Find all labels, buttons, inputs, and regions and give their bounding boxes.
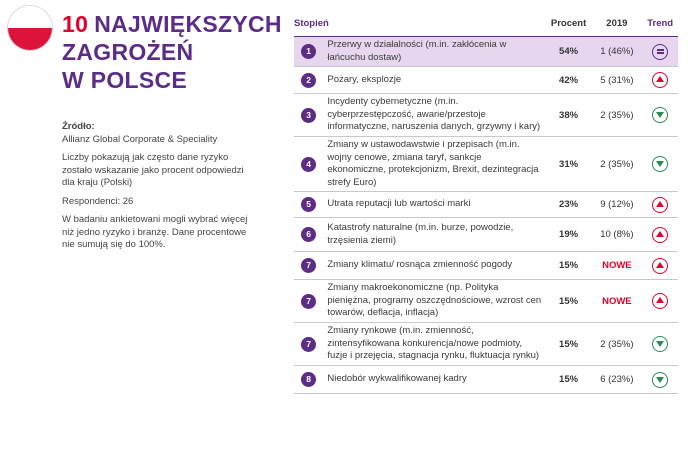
table-row xyxy=(294,67,678,94)
trend-cell xyxy=(642,252,678,280)
prev-year-rank: 2 (35%) xyxy=(591,137,642,192)
trend-up-icon xyxy=(652,72,668,88)
trend-cell xyxy=(642,280,678,323)
table-row xyxy=(294,323,678,366)
source-note: Liczby pokazują jak często dane ryzyko zostało wskazanie jako procent odpowiedzi dla kraju (Polski) xyxy=(62,152,244,188)
trend-down-icon xyxy=(652,336,668,352)
title-line2: ZAGROŻEŃ xyxy=(62,39,194,65)
poland-flag-icon xyxy=(8,6,52,50)
trend-equal-icon xyxy=(652,44,668,60)
prev-year-rank: 2 (35%) xyxy=(591,323,642,366)
risk-description: Utrata reputacji lub wartości marki xyxy=(323,192,545,218)
source-heading: Źródło: xyxy=(62,121,95,132)
risk-percent: 15% xyxy=(546,280,592,323)
trend-cell xyxy=(642,37,678,67)
table-row xyxy=(294,218,678,252)
trend-cell xyxy=(642,366,678,394)
risk-percent: 15% xyxy=(546,366,592,394)
risk-description: Zmiany w ustawodawstwie i przepisach (m.in. wojny cenowe, zmiana taryf, sankcje ekonomiczne, protekcjonizm, Brexit, dezintegracja strefy Euro) xyxy=(323,137,545,192)
rank-badge: 2 xyxy=(301,73,316,88)
trend-cell xyxy=(642,94,678,137)
table-row xyxy=(294,137,678,192)
trend-down-icon xyxy=(652,107,668,123)
trend-up-icon xyxy=(652,197,668,213)
risk-description: Zmiany rynkowe (m.in. zmienność, zintensyfikowana konkurencja/nowe podmioty, fuzje i przejęcia, stagnacja rynku, fluktuacja rynku) xyxy=(323,323,545,366)
risk-description: Zmiany klimatu/ rosnąca zmienność pogody xyxy=(323,252,545,280)
rank-cell xyxy=(294,37,323,67)
rank-badge: 7 xyxy=(301,337,316,352)
risk-description: Niedobór wykwalifikowanej kadry xyxy=(323,366,545,394)
risk-description: Katastrofy naturalne (m.in. burze, powodzie, trzęsienia ziemi) xyxy=(323,218,545,252)
prev-year-rank: NOWE xyxy=(591,252,642,280)
trend-cell xyxy=(642,137,678,192)
source-panel xyxy=(62,121,252,258)
title-line3: W POLSCE xyxy=(62,67,188,93)
table-row xyxy=(294,280,678,323)
trend-up-icon xyxy=(652,293,668,309)
risk-description: Incydenty cybernetyczne (m.in. cyberprzestępczość, awarie/przestoje informatyczne, naruszenia danych, grzywny i kary) xyxy=(323,94,545,137)
table-body xyxy=(294,37,678,394)
prev-year-rank: 10 (8%) xyxy=(591,218,642,252)
risk-table xyxy=(294,16,678,394)
risk-percent: 54% xyxy=(546,37,592,67)
trend-cell xyxy=(642,323,678,366)
rank-badge: 3 xyxy=(301,108,316,123)
header-rank: Stopień xyxy=(294,16,546,37)
header-trend: Trend xyxy=(642,16,678,37)
table-header xyxy=(294,16,678,37)
rank-badge: 7 xyxy=(301,294,316,309)
risk-description: Pożary, eksplozje xyxy=(323,67,545,94)
prev-year-rank: 6 (23%) xyxy=(591,366,642,394)
table-row xyxy=(294,37,678,67)
title-line1: NAJWIĘKSZYCH xyxy=(94,11,282,37)
rank-badge: 4 xyxy=(301,157,316,172)
table-row xyxy=(294,252,678,280)
prev-year-rank: NOWE xyxy=(591,280,642,323)
header-percent: Procent xyxy=(546,16,592,37)
source-name: Allianz Global Corporate & Speciality xyxy=(62,133,218,145)
rank-cell xyxy=(294,67,323,94)
trend-cell xyxy=(642,192,678,218)
rank-badge: 1 xyxy=(301,44,316,59)
trend-up-icon xyxy=(652,227,668,243)
rank-cell xyxy=(294,323,323,366)
table-row xyxy=(294,94,678,137)
trend-cell xyxy=(642,218,678,252)
title-number: 10 xyxy=(62,11,89,37)
prev-year-rank: 9 (12%) xyxy=(591,192,642,218)
page-title xyxy=(62,10,282,94)
rank-cell xyxy=(294,252,323,280)
rank-badge: 6 xyxy=(301,227,316,242)
rank-badge: 7 xyxy=(301,258,316,273)
risk-percent: 31% xyxy=(546,137,592,192)
risk-percent: 15% xyxy=(546,252,592,280)
survey-note: W badaniu ankietowani mogli wybrać więcej niż jedno ryzyko i branżę. Dane procentowe nie sumują się do 100%. xyxy=(62,214,248,250)
prev-year-rank: 1 (46%) xyxy=(591,37,642,67)
risk-percent: 15% xyxy=(546,323,592,366)
risk-percent: 42% xyxy=(546,67,592,94)
trend-cell xyxy=(642,67,678,94)
rank-cell xyxy=(294,137,323,192)
prev-year-rank: 2 (35%) xyxy=(591,94,642,137)
rank-cell xyxy=(294,366,323,394)
respondents: Respondenci: 26 xyxy=(62,195,134,207)
risk-percent: 38% xyxy=(546,94,592,137)
rank-cell xyxy=(294,94,323,137)
trend-up-icon xyxy=(652,258,668,274)
prev-year-rank: 5 (31%) xyxy=(591,67,642,94)
rank-cell xyxy=(294,280,323,323)
rank-badge: 5 xyxy=(301,197,316,212)
table-row xyxy=(294,366,678,394)
risk-percent: 19% xyxy=(546,218,592,252)
trend-down-icon xyxy=(652,156,668,172)
risk-description: Przerwy w działalności (m.in. zakłócenia w łańcuchu dostaw) xyxy=(323,37,545,67)
risk-percent: 23% xyxy=(546,192,592,218)
rank-cell xyxy=(294,218,323,252)
table-row xyxy=(294,192,678,218)
trend-down-icon xyxy=(652,372,668,388)
header-2019: 2019 xyxy=(591,16,642,37)
rank-badge: 8 xyxy=(301,372,316,387)
risk-description: Zmiany makroekonomiczne (np. Polityka pieniężna, programy oszczędnościowe, wzrost cen towarów, deflacja, inflacja) xyxy=(323,280,545,323)
rank-cell xyxy=(294,192,323,218)
